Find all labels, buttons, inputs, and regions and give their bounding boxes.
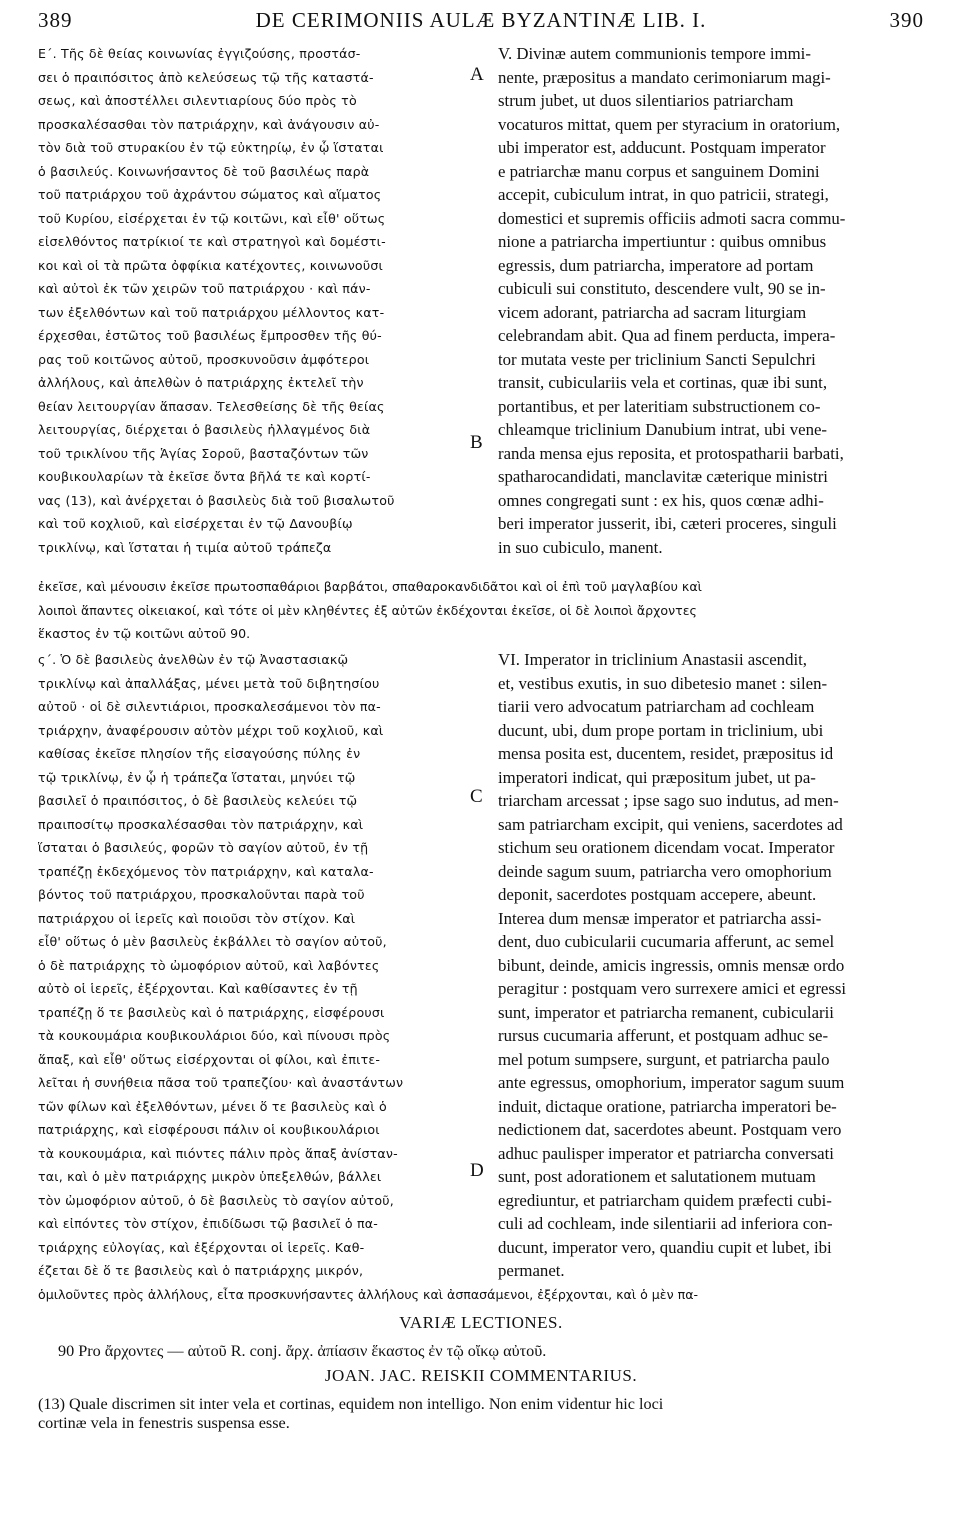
text-line: τρικλίνῳ καὶ ἀπαλλάξας, μένει μετὰ τοῦ διβητησίου — [38, 675, 380, 691]
greek-full-width-block-1 — [38, 575, 924, 646]
text-line: βόντος τοῦ πατριάρχου, προσκαλοῦνται παρὰ τοῦ — [38, 887, 365, 902]
text-line: τὸν διὰ τοῦ στυρακίου ἐν τῷ εὐκτηρίῳ, ἐν ᾧ ἵσταται — [38, 140, 384, 155]
text-line: tiarii vero advocatum patriarcham ad cochleam — [498, 697, 815, 716]
text-line: λειτουργίας, διέρχεται ὁ βασιλεὺς ἠλλαγμένος διὰ — [38, 422, 371, 437]
commentary-line: cortinæ vela in fenestris suspensa esse. — [38, 1414, 290, 1432]
text-line: πατριάρχης, καὶ εἰσφέρουσι πάλιν οἱ κουβικουλάριοι — [38, 1122, 380, 1137]
text-line: σει ὁ πραιπόσιτος ἀπὸ κελεύσεως τῷ τῆς καταστά- — [38, 69, 374, 85]
text-line: dent, duo cubicularii cucumaria afferunt, ac semel — [498, 932, 835, 951]
text-line: egressis, dum patriarcha, imperatore ad portam — [498, 255, 814, 275]
commentary-line: (13) Quale discrimen sit inter vela et cortinas, equidem non intelligo. Non enim videntur hic loci — [38, 1395, 664, 1413]
text-line: sunt, post adorationem et salutationem mutuam — [498, 1167, 816, 1186]
text-line: mensa posita est, ducentem, residet, præpositus id — [498, 744, 834, 763]
text-line: induit, dictaque oratione, patriarcha imperatori be- — [498, 1096, 837, 1116]
text-line: domestici et supremis officiis admoti sacra commu- — [498, 208, 846, 228]
text-line: πατριάρχου οἱ ἱερεῖς καὶ ποιοῦσι τὸν στίχον. Καὶ — [38, 910, 356, 926]
latin-column — [498, 42, 926, 559]
text-line: chleamque triclinium Danubium intrat, ubi vene- — [498, 420, 828, 439]
text-line: ἕκαστος ἐν τῷ κοιτῶνι αὐτοῦ 90. — [38, 626, 251, 641]
text-line: ubi imperator est, adducunt. Postquam imperator — [498, 138, 826, 157]
text-line: τὰ κουκουμάρια κουβικουλάριοι δύο, καὶ πίνουσι πρὸς — [38, 1028, 391, 1043]
text-line: randa mensa ejus reposita, et protospatharii barbati, — [498, 443, 844, 463]
footnote-line: 90 Pro ἄρχοντες — αὐτοῦ R. conj. ἄρχ. ἀπίασιν ἕκαστος ἐν τῷ οἴκῳ αὐτοῦ. — [58, 1342, 547, 1360]
text-line: κοι καὶ οἱ τὰ πρῶτα ὀφφίκια κατέχοντες, κοινωνοῦσι — [38, 257, 383, 273]
running-title: DE CERIMONIIS AULÆ BYZANTINÆ LIB. I. — [255, 8, 707, 32]
text-line: deinde sagum suum, patriarcha vero omophorium — [498, 861, 832, 881]
text-line: nedictionem dat, sacerdotes abeunt. Postquam vero — [498, 1120, 842, 1139]
greek-paragraph-5 — [38, 42, 488, 559]
text-line: ρας τοῦ κοιτῶνος αὐτοῦ, προσκυνοῦσιν ἀμφότεροι — [38, 351, 370, 367]
text-line: V. Divinæ autem communionis tempore immi- — [498, 44, 811, 63]
text-line: εἶθ' οὕτως ὁ μὲν βασιλεὺς ἐκβάλλει τὸ σαγίον αὐτοῦ, — [38, 934, 387, 949]
text-line: τραπέζῃ ὅ τε βασιλεὺς καὶ ὁ πατριάρχης, εἰσφέρουσι — [38, 1004, 385, 1020]
text-line: τοῦ Κυρίου, εἰσέρχεται ἐν τῷ κοιτῶνι, καὶ εἶθ' οὕτως — [38, 210, 386, 226]
text-line: in suo cubiculo, manent. — [498, 537, 663, 557]
text-line: adhuc paulisper imperator et patriarcha conversati — [498, 1143, 834, 1163]
text-line: βασιλεῖ ὁ πραιπόσιτος, ὁ δὲ βασιλεὺς κελεύει τῷ — [38, 793, 358, 808]
text-line: imperatori indicat, qui præpositum jubet, ut pa- — [498, 767, 816, 787]
text-line: ται, καὶ ὁ μὲν πατριάρχης μικρὸν ὑπεξελθών, βάλλει — [38, 1169, 382, 1184]
text-line: stichum seu orationem dicendam vocat. Imperator — [498, 838, 835, 857]
text-line: τῷ τρικλίνῳ, ἐν ᾧ ἡ τράπεζα ἵσταται, μηνύει τῷ — [38, 769, 356, 785]
text-line: et, vestibus exutis, in suo dibetesio manet : silen- — [498, 673, 828, 693]
text-line: tor mutata veste per triclinium Sancti Sepulchri — [498, 349, 816, 369]
text-line: αὐτοῦ · οἱ δὲ σιλεντιάριοι, προσκαλεσάμενοι τὸν πα- — [38, 699, 381, 714]
text-line: ἐκεῖσε, καὶ μένουσιν ἐκεῖσε πρωτοσπαθάριοι βαρβάτοι, σπαθαροκανδιδᾶτοι καὶ οἱ ἐπὶ τοῦ μαγλαβίου καὶ — [38, 579, 702, 594]
text-line: λοιποὶ ἅπαντες οἰκειακοί, καὶ τότε οἱ μὲν κληθέντες ἐξ αὐτῶν ἐκδέχονται ἐκεῖσε, οἱ δὲ λοιποὶ ἄρχοντες — [38, 602, 697, 618]
margin-marker-d: D — [470, 1160, 484, 1181]
commentary-heading: JOAN. JAC. REISKII COMMENTARIUS. — [324, 1366, 638, 1385]
greek-column-lower — [38, 648, 488, 1283]
text-line: καθίσας ἐκεῖσε πλησίον τῆς εἰσαγούσης πύλης ἐν — [38, 746, 361, 761]
text-line: bibunt, deinde, amicis ingressis, omnis mensæ ordo — [498, 955, 845, 975]
greek-column — [38, 42, 488, 559]
text-line: τοῦ πατριάρχου τοῦ ἀχράντου σώματος καὶ αἵματος — [38, 187, 382, 202]
text-line: mel potum sumpsere, surgunt, et patriarcha paulo — [498, 1049, 830, 1069]
text-line: ὁ βασιλεύς. Κοινωνήσαντος δὲ τοῦ βασιλέως παρὰ — [38, 163, 370, 179]
text-line: vicem adorant, patriarcha ad sacram liturgiam — [498, 302, 807, 322]
margin-marker-b: B — [470, 432, 483, 453]
page-number-left: 389 — [38, 8, 73, 32]
text-line: καὶ εἰπόντες τὸν στίχον, ἐπιδίδωσι τῷ βασιλεῖ ὁ πα- — [38, 1216, 379, 1231]
text-line: egrediuntur, et patriarcham quidem præfecti cubi- — [498, 1190, 832, 1210]
text-line: ducunt, imperator vero, quandiu cupit et lubet, ibi — [498, 1237, 832, 1257]
variae-lectiones-note — [58, 1342, 944, 1361]
text-line: rursus cucumaria afferunt, et postquam adhuc se- — [498, 1026, 829, 1045]
margin-marker-c: C — [470, 786, 483, 807]
text-line: beri imperator jusserit, ibi, cæteri proceres, singuli — [498, 514, 837, 533]
text-line: τῶν φίλων καὶ ἐξελθόντων, μένει ὅ τε βασιλεὺς καὶ ὁ — [38, 1098, 387, 1114]
text-line: sam patriarcham excipit, qui veniens, sacerdotes ad — [498, 814, 843, 834]
text-line: peragitur : postquam vero surrexere amici et egressi — [498, 979, 847, 998]
text-line: ἅπαξ, καὶ εἶθ' οὕτως εἰσέρχονται οἱ φίλοι, καὶ ἐπιτε- — [38, 1051, 381, 1067]
text-line: ducunt, ubi, dum prope portam in triclinium, ubi — [498, 720, 824, 740]
text-line: spatharocandidati, manclavitæ cæterique ministri — [498, 467, 828, 486]
text-line: νας (13), καὶ ἀνέρχεται ὁ βασιλεὺς διὰ τοῦ βισαλωτοῦ — [38, 492, 395, 508]
text-line: accepit, cubiculum intrat, in quo patricii, strategi, — [498, 185, 829, 204]
text-line: θείαν λειτουργίαν ἅπασαν. Τελεσθείσης δὲ τῆς θείας — [38, 398, 385, 414]
text-line: καὶ τοῦ κοχλιοῦ, καὶ εἰσέρχεται ἐν τῷ Δανουβίῳ — [38, 516, 353, 531]
text-line: εἰσελθόντος πατρίκιοί τε καὶ στρατηγοὶ καὶ δομέστι- — [38, 234, 386, 249]
text-line: omnes congregati sunt : ex his, quos cœnæ adhi- — [498, 490, 824, 510]
text-line: κουβικουλαρίων τὰ ἐκεῖσε ὄντα βῆλά τε καὶ κορτί- — [38, 469, 371, 484]
text-line: τὸν ὠμοφόριον αὐτοῦ, ὁ δὲ βασιλεὺς τὸ σαγίον αὐτοῦ, — [38, 1192, 394, 1208]
page-number-right: 390 — [889, 8, 924, 32]
text-line: VI. Imperator in triclinium Anastasii ascendit, — [498, 650, 807, 669]
text-line: culi ad cochleam, inde silentiarii ad inferiora con- — [498, 1214, 833, 1233]
latin-paragraph-6 — [498, 648, 926, 1283]
text-line: nione a patriarcha impertiuntur : quibus omnibus — [498, 232, 827, 251]
text-line: vocaturos mittat, quem per styracium in oratorium, — [498, 114, 841, 134]
text-line: τὰ κουκουμάρια, καὶ πιόντες πάλιν πρὸς ἅπαξ ἀνίσταν- — [38, 1145, 398, 1161]
running-header — [38, 8, 924, 38]
text-line: nente, præpositus a mandato cerimoniarum magi- — [498, 67, 831, 87]
text-line: έζεται δὲ ὅ τε βασιλεὺς καὶ ὁ πατριάρχης μικρόν, — [38, 1263, 364, 1278]
text-line: πραιποσίτῳ προσκαλέσασθαι τὸν πατριάρχην, καὶ — [38, 816, 364, 832]
text-line: transit, cubiculariis vela et cortinas, quæ ibi sunt, — [498, 373, 828, 392]
text-line: Ε΄. Τῆς δὲ θείας κοινωνίας ἐγγιζούσης, προστάσ- — [38, 46, 361, 61]
greek-paragraph-6 — [38, 648, 488, 1283]
text-line: celebrandam abit. Qua ad finem perducta, impera- — [498, 326, 836, 345]
text-line: σεως, καὶ ἀποστέλλει σιλεντιαρίους δύο πρὸς τὸ — [38, 93, 357, 108]
text-line: e patriarchæ manu corpus et sanguinem Domini — [498, 161, 820, 181]
text-line: καὶ αὐτοὶ ἐκ τῶν χειρῶν τοῦ πατριάρχου · καὶ πάν- — [38, 281, 371, 296]
variae-lectiones-heading: VARIÆ LECTIONES. — [399, 1313, 563, 1332]
text-line: deponit, sacerdotes postquam accepere, abeunt. — [498, 885, 817, 904]
text-line: αὐτὸ οἱ ἱερεῖς, ἐξέρχονται. Καὶ καθίσαντες ἐν τῇ — [38, 981, 358, 996]
text-line: τριάρχης εὐλογίας, καὶ ἐξέρχονται οἱ ἱερεῖς. Καθ- — [38, 1239, 365, 1255]
latin-column-lower — [498, 648, 926, 1283]
text-line: τρικλίνῳ, καὶ ἵσταται ἡ τιμία αὐτοῦ τράπεζα — [38, 539, 332, 555]
text-line: ὁ δὲ πατριάρχης τὸ ὠμοφόριον αὐτοῦ, καὶ λαβόντες — [38, 957, 380, 973]
text-line: ς΄. Ὁ δὲ βασιλεὺς ἀνελθὼν ἐν τῷ Ἀναστασιακῷ — [38, 652, 349, 667]
text-line: τριάρχην, ἀναφέρουσιν αὐτὸν μέχρι τοῦ κοχλιοῦ, καὶ — [38, 722, 384, 738]
text-line: ἀλλήλους, καὶ ἀπελθὼν ὁ πατριάρχης ἐκτελεῖ τὴν — [38, 375, 364, 390]
text-line: λεῖται ἡ συνήθεια πᾶσα τοῦ τραπεζίου· καὶ ἀναστάντων — [38, 1075, 404, 1090]
text-line: portantibus, et per lateritiam substructionem co- — [498, 396, 821, 416]
text-line: των ἐξελθόντων καὶ τοῦ πατριάρχου μέλλοντος κατ- — [38, 304, 385, 320]
text-line: strum jubet, ut duos silentiarios patriarcham — [498, 91, 794, 110]
text-line: permanet. — [498, 1261, 565, 1280]
text-line: triarcham arcessat ; ipse sago suo indutus, ad men- — [498, 791, 839, 810]
text-line: τραπέζῃ ἐκδεχόμενος τὸν πατριάρχην, καὶ καταλα- — [38, 863, 374, 879]
text-line: έρχεσθαι, ἑστῶτος τοῦ βασιλέως ἔμπροσθεν τῆς θύ- — [38, 328, 382, 343]
text-line: cubiculi sui constituto, descendere vult, 90 se in- — [498, 279, 826, 298]
text-line: sunt, imperator et patriarcha remanent, cubicularii — [498, 1002, 834, 1022]
margin-marker-a: A — [470, 64, 484, 85]
text-line: ante egressus, omophorium, imperator sagum suum — [498, 1073, 845, 1092]
text-line: προσκαλέσασθαι τὸν πατριάρχην, καὶ ἀνάγουσιν αὐ- — [38, 116, 380, 132]
text-line: Interea dum mensæ imperator et patriarcha assi- — [498, 908, 822, 928]
commentary-text — [38, 1395, 924, 1433]
greek-full-width-line-2: ὁμιλοῦντες πρὸς ἀλλήλους, εἶτα προσκυνήσαντες ἀλλήλους καὶ ἀσπασάμενοι, ἐξέρχονται, καὶ ὁ μὲν πα- — [38, 1287, 699, 1302]
text-line: ἵσταται ὁ βασιλεύς, φορῶν τὸ σαγίον αὐτοῦ, ἐν τῇ — [38, 840, 369, 855]
text-line: τοῦ τρικλίνου τῆς Ἁγίας Σοροῦ, βασταζόντων τῶν — [38, 445, 369, 461]
latin-paragraph-5 — [498, 42, 926, 559]
